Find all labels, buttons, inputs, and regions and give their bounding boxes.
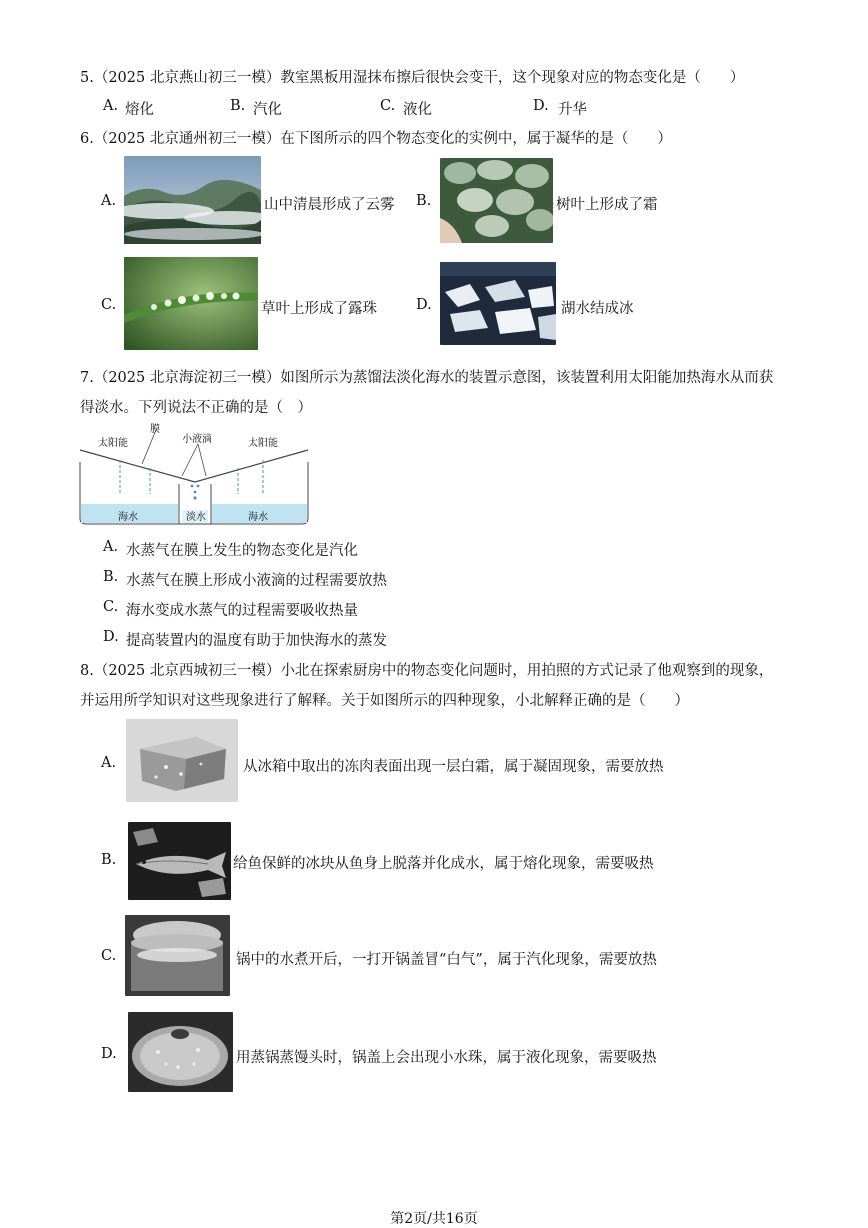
q8-stem-line2: 并运用所学知识对这些现象进行了解释。关于如图所示的四种现象，小北解释正确的是（ ） <box>80 693 689 709</box>
diagram-label-fresh: 淡水 <box>186 512 206 523</box>
q6-option-c-text: 草叶上形成了露珠 <box>261 301 377 317</box>
q7-option-b: 水蒸气在膜上形成小液滴的过程需要放热 <box>126 573 387 589</box>
page-number: 第2页/共16页 <box>390 1211 478 1227</box>
q5-option-d: 升华 <box>558 102 587 118</box>
q5-stem: 5.（2025 北京燕山初三一模）教室黑板用湿抹布擦后很快会变干，这个现象对应的物态变化是（ ） <box>80 70 745 86</box>
diagram-label-sun-right: 太阳能 <box>248 438 278 449</box>
q7-option-c-letter: C. <box>103 599 119 615</box>
q8-option-d-letter: D. <box>101 1046 117 1062</box>
q8-option-b-text: 给鱼保鲜的冰块从鱼身上脱落并化成水，属于熔化现象，需要吸热 <box>233 856 654 872</box>
distillation-diagram <box>78 424 310 528</box>
q7-stem-line2: 得淡水。下列说法不正确的是（ ） <box>80 400 312 416</box>
q8-option-b-letter: B. <box>101 852 117 868</box>
frozen-meat-image <box>126 719 238 802</box>
q8-stem-line1: 8.（2025 北京西城初三一模）小北在探索厨房中的物态变化问题时，用拍照的方式记录了他观察到的现象， <box>80 663 774 679</box>
q7-option-c: 海水变成水蒸气的过程需要吸收热量 <box>126 603 358 619</box>
q5-option-c: 液化 <box>403 102 432 118</box>
q8-option-a-text: 从冰箱中取出的冻肉表面出现一层白霜，属于凝固现象，需要放热 <box>243 759 664 775</box>
q7-stem-line1: 7.（2025 北京海淀初三一模）如图所示为蒸馏法淡化海水的装置示意图，该装置利用太阳能加热海水从而获 <box>80 370 774 386</box>
q8-option-c-letter: C. <box>101 948 117 964</box>
diagram-label-sea-left: 海水 <box>118 512 138 523</box>
boiling-pot-image <box>125 915 230 996</box>
q7-option-d: 提高装置内的温度有助于加快海水的蒸发 <box>126 633 387 649</box>
diagram-label-droplets: 小液滴 <box>182 434 212 445</box>
q6-option-a-text: 山中清晨形成了云雾 <box>264 197 395 213</box>
q6-option-d-text: 湖水结成冰 <box>561 301 634 317</box>
q7-option-d-letter: D. <box>103 629 119 645</box>
frozen-lake-image <box>440 262 556 345</box>
q7-option-b-letter: B. <box>103 569 119 585</box>
diagram-label-sea-right: 海水 <box>248 512 268 523</box>
q6-stem: 6.（2025 北京通州初三一模）在下图所示的四个物态变化的实例中，属于凝华的是（ ） <box>80 131 672 147</box>
q6-option-d-letter: D. <box>416 297 432 313</box>
q8-option-a-letter: A. <box>101 755 117 771</box>
q7-option-a: 水蒸气在膜上发生的物态变化是汽化 <box>126 543 358 559</box>
q6-option-b-text: 树叶上形成了霜 <box>556 197 658 213</box>
q5-option-d-letter: D. <box>533 98 549 114</box>
diagram-label-sun-left: 太阳能 <box>98 438 128 449</box>
q5-option-b: 汽化 <box>253 102 282 118</box>
dew-grass-image <box>124 257 258 350</box>
steamer-lid-image <box>128 1012 233 1092</box>
q6-option-c-letter: C. <box>101 297 117 313</box>
diagram-label-membrane: 膜 <box>150 424 160 435</box>
q8-option-d-text: 用蒸锅蒸馒头时，锅盖上会出现小水珠，属于液化现象，需要吸热 <box>236 1050 657 1066</box>
q5-option-a: 熔化 <box>125 102 154 118</box>
q5-option-c-letter: C. <box>380 98 396 114</box>
q7-option-a-letter: A. <box>103 539 119 555</box>
frost-leaves-image <box>440 158 553 243</box>
fish-ice-image <box>128 822 231 900</box>
q5-option-b-letter: B. <box>230 98 246 114</box>
q5-option-a-letter: A. <box>103 98 119 114</box>
q6-option-a-letter: A. <box>101 193 117 209</box>
q6-option-b-letter: B. <box>416 193 432 209</box>
mountain-fog-image <box>124 156 261 244</box>
q8-option-c-text: 锅中的水煮开后，一打开锅盖冒“白气”，属于汽化现象，需要放热 <box>236 952 657 968</box>
